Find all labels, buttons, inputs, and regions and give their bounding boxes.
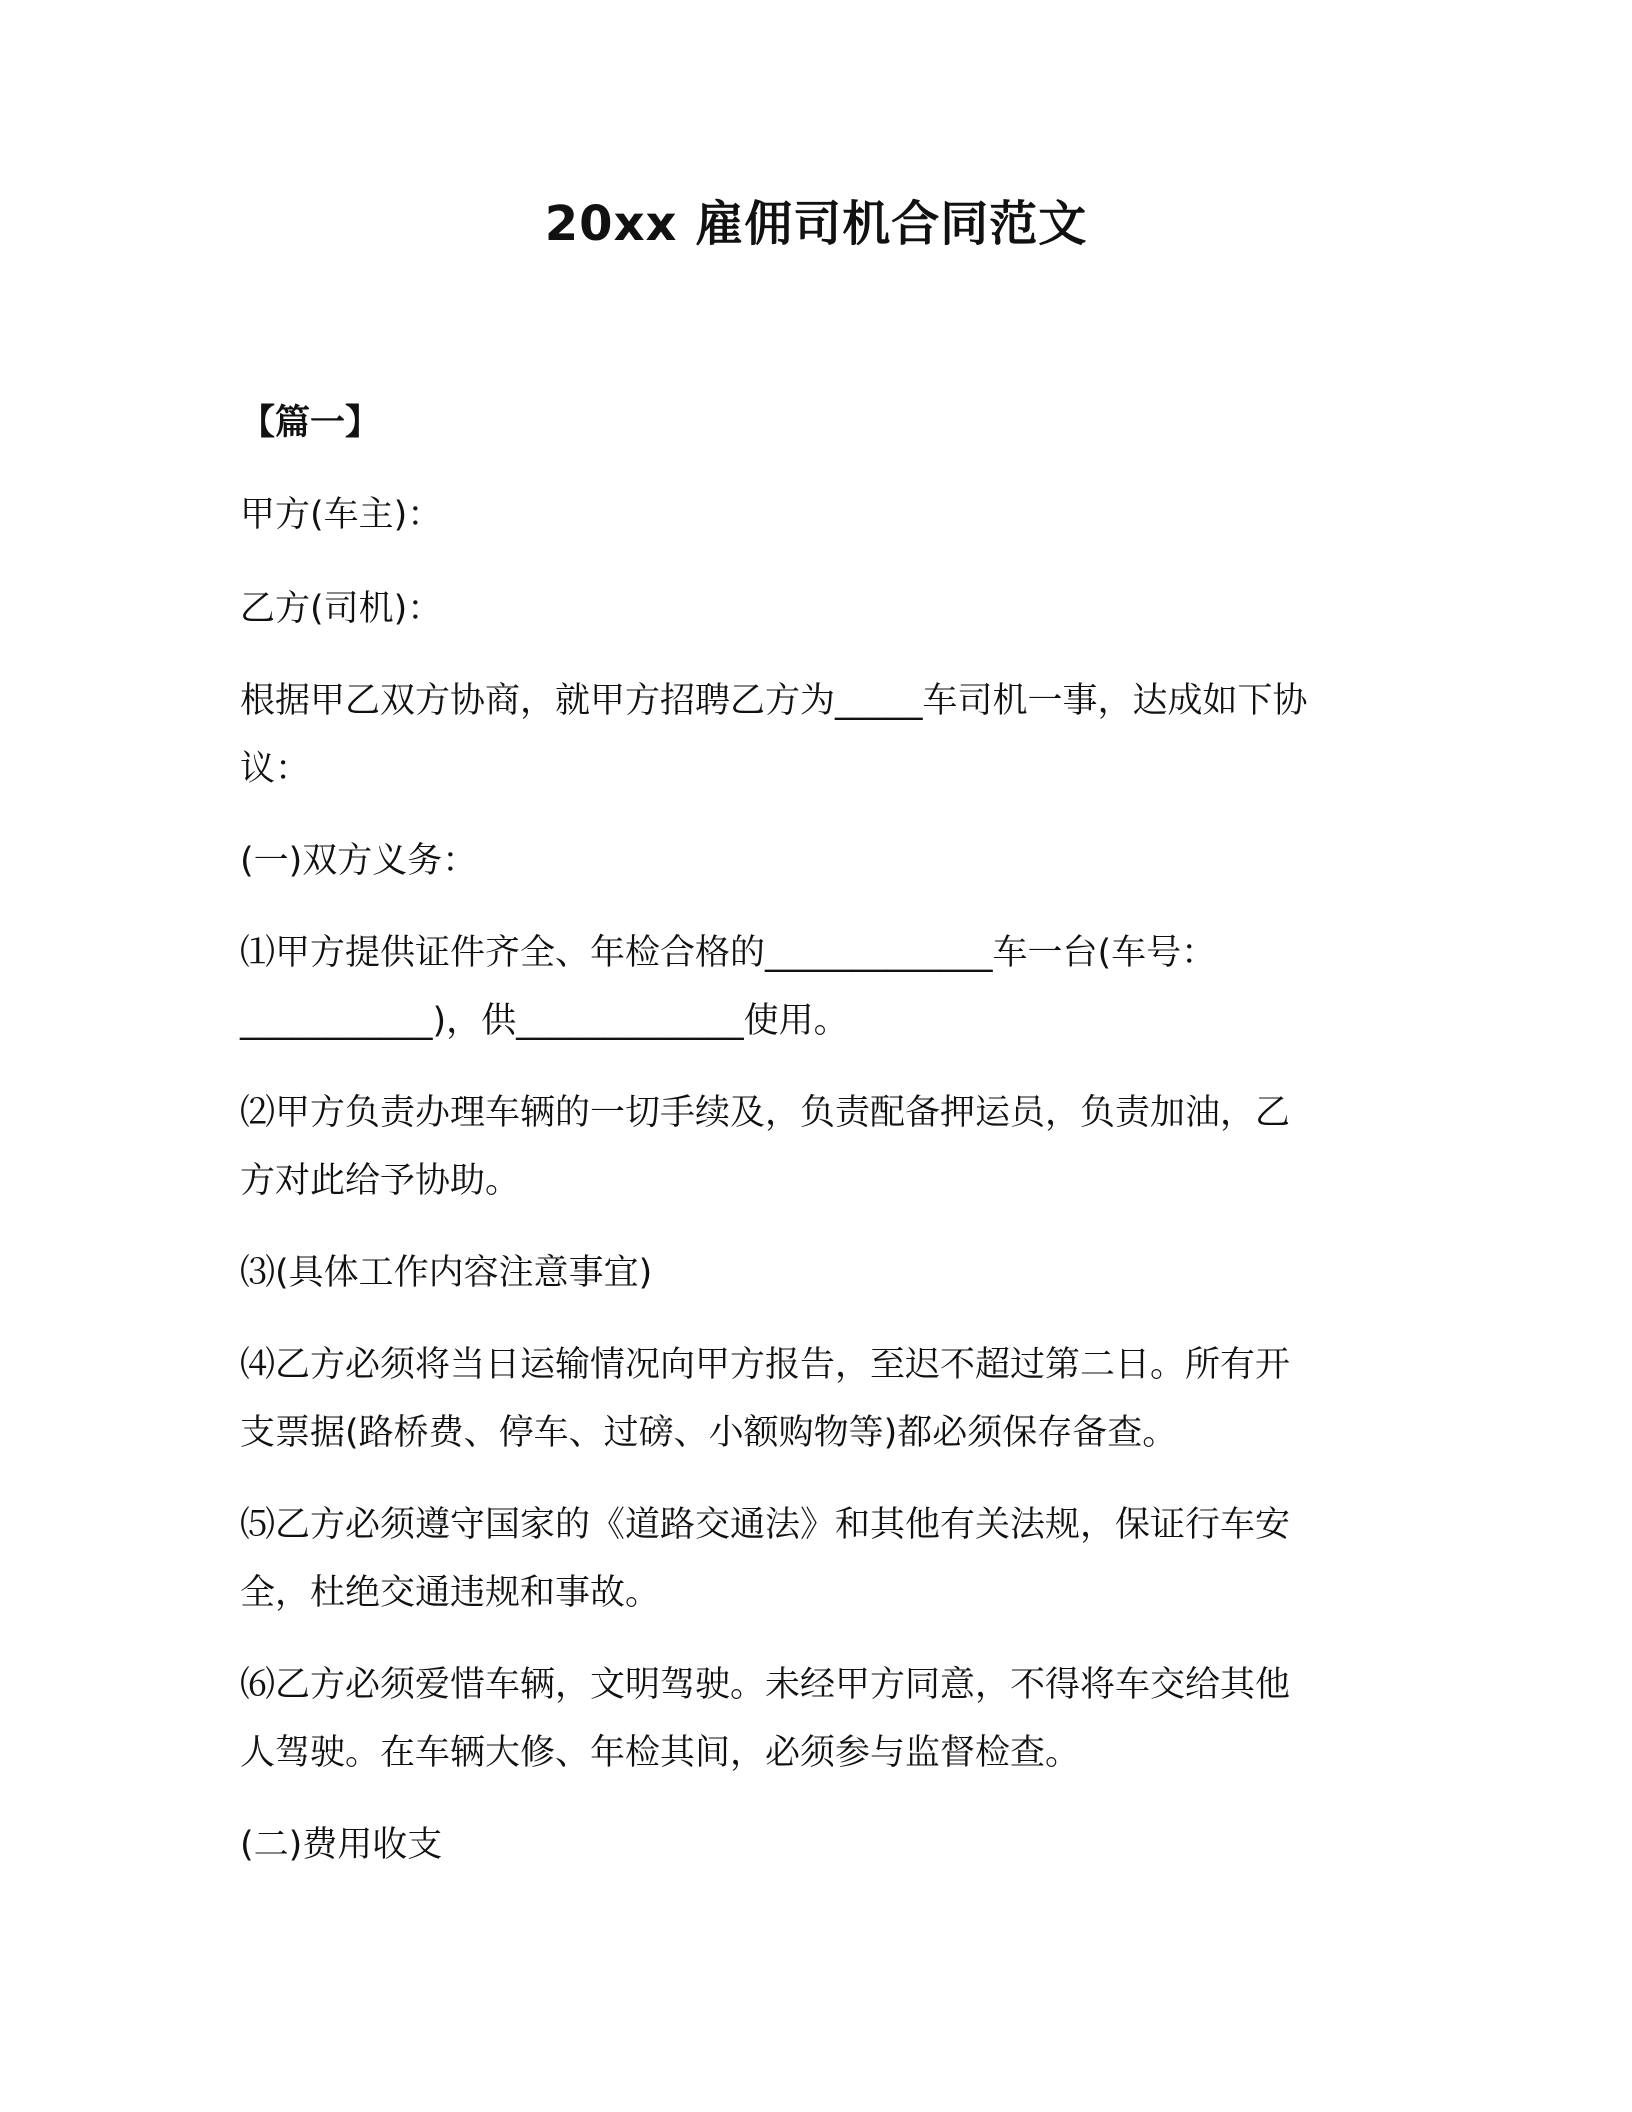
clause-6-line-2: 人驾驶。在车辆大修、年检其间，必须参与监督检查。 [240,1733,1081,1773]
obligations-heading: (一)双方义务： [240,841,478,881]
clause-3-line-1: ⑶(具体工作内容注意事宜) [240,1253,653,1293]
clause-4-line-2: 支票据(路桥费、停车、过磅、小额购物等)都必须保存备查。 [240,1413,1178,1453]
clause-1-line-2: ___________)，供_____________使用。 [240,1001,849,1041]
intro-line-2: 议： [240,749,311,789]
intro-line-1: 根据甲乙双方协商，就甲方招聘乙方为_____车司机一事，达成如下协 [240,681,1308,721]
clause-4-line-1: ⑷乙方必须将当日运输情况向甲方报告，至迟不超过第二日。所有开 [240,1345,1291,1385]
clause-5-line-2: 全，杜绝交通违规和事故。 [240,1573,661,1613]
clause-6-line-1: ⑹乙方必须爱惜车辆，文明驾驶。未经甲方同意，不得将车交给其他 [240,1665,1291,1705]
clause-2-line-2: 方对此给予协助。 [240,1161,521,1201]
clause-5-line-1: ⑸乙方必须遵守国家的《道路交通法》和其他有关法规，保证行车安 [240,1505,1291,1545]
clause-1-line-1: ⑴甲方提供证件齐全、年检合格的_____________车一台(车号： [240,933,1217,973]
document-title: 20xx 雇佣司机合同范文 [544,196,1088,252]
party-b-line: 乙方(司机)： [240,589,443,629]
clause-2-line-1: ⑵甲方负责办理车辆的一切手续及，负责配备押运员，负责加油，乙 [240,1093,1291,1133]
party-a-line: 甲方(车主)： [240,495,443,535]
section-label: 【篇一】 [240,403,381,443]
fees-heading: (二)费用收支 [240,1825,443,1865]
